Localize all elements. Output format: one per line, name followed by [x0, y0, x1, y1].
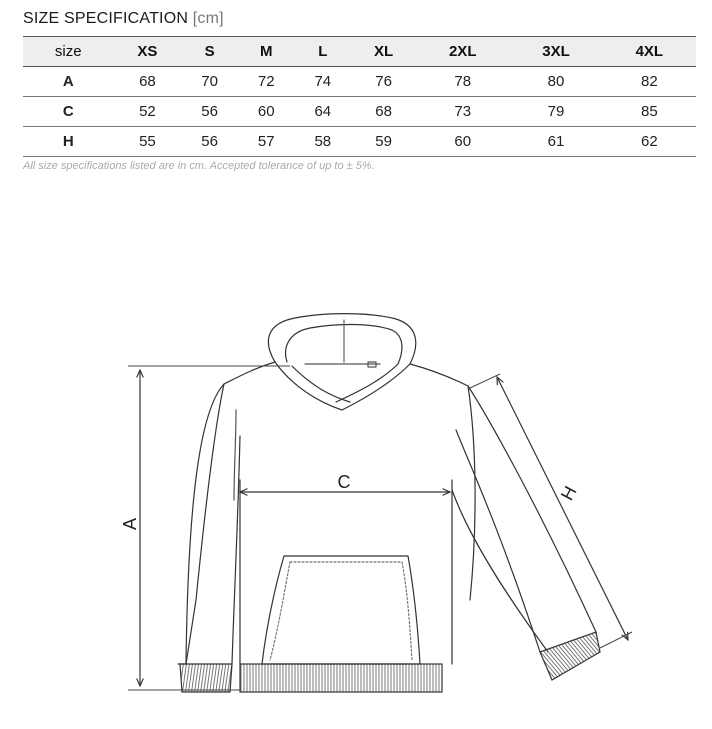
- table-cell: 78: [416, 67, 509, 97]
- table-cell: 79: [509, 97, 602, 127]
- table-cell: 68: [351, 97, 416, 127]
- label-a: A: [120, 517, 140, 531]
- hem-ribbing: [240, 664, 442, 692]
- title-unit: [cm]: [192, 10, 224, 27]
- table-cell: 60: [238, 97, 295, 127]
- torso: [240, 480, 452, 664]
- kangaroo-pocket: [262, 556, 420, 664]
- table-cell: 61: [509, 127, 602, 157]
- col-header-3xl: 3XL: [509, 37, 602, 67]
- col-header-xl: XL: [351, 37, 416, 67]
- col-header-4xl: 4XL: [603, 37, 696, 67]
- right-cuff: [540, 632, 600, 680]
- col-header-size: size: [23, 37, 113, 67]
- row-label: A: [23, 67, 113, 97]
- col-header-s: S: [181, 37, 238, 67]
- left-cuff: [180, 664, 232, 692]
- table-cell: 73: [416, 97, 509, 127]
- row-label: H: [23, 127, 113, 157]
- row-label: C: [23, 97, 113, 127]
- table-cell: 70: [181, 67, 238, 97]
- table-cell: 64: [295, 97, 352, 127]
- col-header-2xl: 2XL: [416, 37, 509, 67]
- table-cell: 62: [603, 127, 696, 157]
- col-header-xs: XS: [113, 37, 181, 67]
- table-cell: 57: [238, 127, 295, 157]
- table-cell: 72: [238, 67, 295, 97]
- table-cell: 80: [509, 67, 602, 97]
- right-sleeve: [468, 386, 596, 632]
- label-h: H: [556, 482, 581, 504]
- table-cell: 59: [351, 127, 416, 157]
- table-cell: 68: [113, 67, 181, 97]
- label-c: C: [337, 472, 351, 492]
- title-text: SIZE SPECIFICATION: [23, 10, 189, 27]
- dimension-h-arrow: [497, 377, 628, 640]
- table-cell: 74: [295, 67, 352, 97]
- col-header-l: L: [295, 37, 352, 67]
- tolerance-note: All size specifications listed are in cm. Accepted tolerance of up to ± 5%.: [23, 160, 375, 172]
- table-cell: 56: [181, 127, 238, 157]
- table-cell: 60: [416, 127, 509, 157]
- table-cell: 82: [603, 67, 696, 97]
- table-cell: 52: [113, 97, 181, 127]
- table-cell: 85: [603, 97, 696, 127]
- table-cell: 56: [181, 97, 238, 127]
- col-header-m: M: [238, 37, 295, 67]
- hoodie-body: [186, 362, 475, 664]
- table-cell: 55: [113, 127, 181, 157]
- table-cell: 58: [295, 127, 352, 157]
- table-cell: 76: [351, 67, 416, 97]
